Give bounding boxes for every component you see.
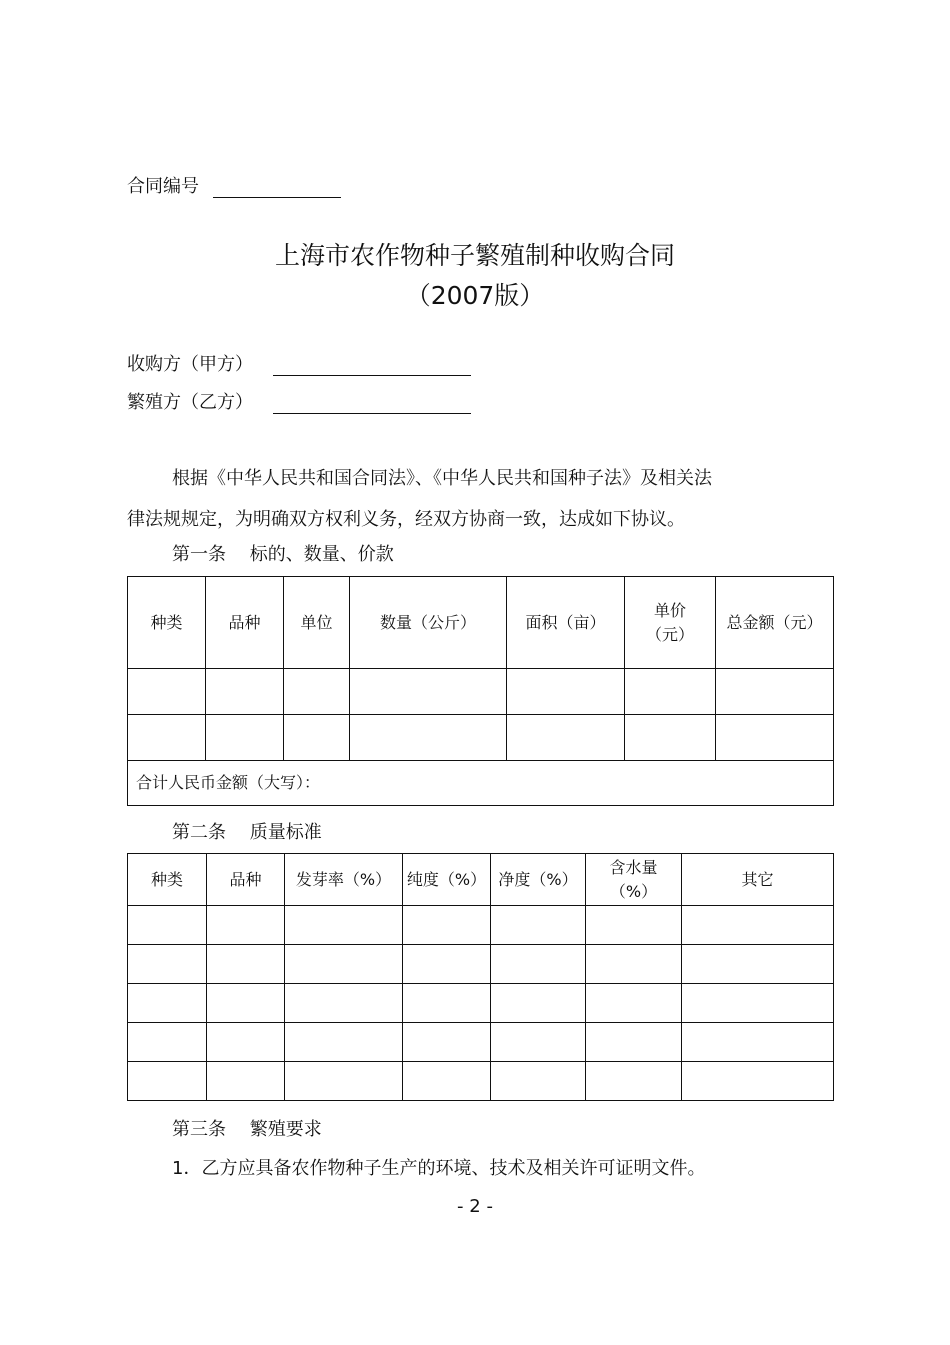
document-version: （2007版）	[405, 281, 545, 310]
article-3-title: 第三条 繁殖要求	[172, 1119, 322, 1140]
contract-number-label: 合同编号	[127, 176, 199, 197]
header-variety: 品种	[206, 577, 284, 669]
header-area: 面积（亩）	[507, 577, 625, 669]
table-row	[128, 1023, 834, 1062]
document-title: 上海市农作物种子繁殖制种收购合同	[274, 241, 675, 270]
contract-number-blank	[213, 176, 341, 198]
header-variety: 品种	[207, 854, 285, 906]
header-germination: 发芽率（%）	[285, 854, 403, 906]
total-amount-label: 合计人民币金额（大写）：	[128, 761, 834, 806]
contract-number-line	[127, 172, 341, 198]
table-row	[128, 1062, 834, 1101]
party-b-label: 繁殖方（乙方）	[127, 392, 253, 413]
header-moisture: 含水量 （%）	[586, 854, 682, 906]
header-unit-price: 单价 （元）	[625, 577, 716, 669]
intro-line-1: 根据《中华人民共和国合同法》、《中华人民共和国种子法》及相关法	[172, 468, 712, 489]
quality-table	[127, 853, 834, 1101]
page-number: - 2 -	[457, 1196, 493, 1217]
party-b-blank	[273, 392, 471, 414]
intro-line-2: 律法规规定，为明确双方权利义务，经双方协商一致，达成如下协议。	[127, 509, 685, 530]
header-type: 种类	[128, 854, 207, 906]
party-b-line	[127, 388, 471, 414]
header-type: 种类	[128, 577, 206, 669]
header-quantity: 数量（公斤）	[350, 577, 507, 669]
table-row	[128, 984, 834, 1023]
table-row	[128, 945, 834, 984]
table-row	[128, 715, 834, 761]
party-a-blank	[273, 354, 471, 376]
header-unit: 单位	[284, 577, 350, 669]
header-purity: 纯度（%）	[403, 854, 491, 906]
party-a-label: 收购方（甲方）	[127, 354, 253, 375]
party-a-line	[127, 350, 471, 376]
article-1-title: 第一条 标的、数量、价款	[172, 544, 394, 565]
article-3-item-1: 1．乙方应具备农作物种子生产的环境、技术及相关许可证明文件。	[172, 1158, 706, 1179]
table-row	[128, 906, 834, 945]
table-row	[128, 669, 834, 715]
price-table	[127, 576, 834, 806]
header-other: 其它	[682, 854, 834, 906]
article-2-title: 第二条 质量标准	[172, 822, 322, 843]
header-total-amount: 总金额（元）	[716, 577, 834, 669]
header-cleanliness: 净度（%）	[491, 854, 586, 906]
